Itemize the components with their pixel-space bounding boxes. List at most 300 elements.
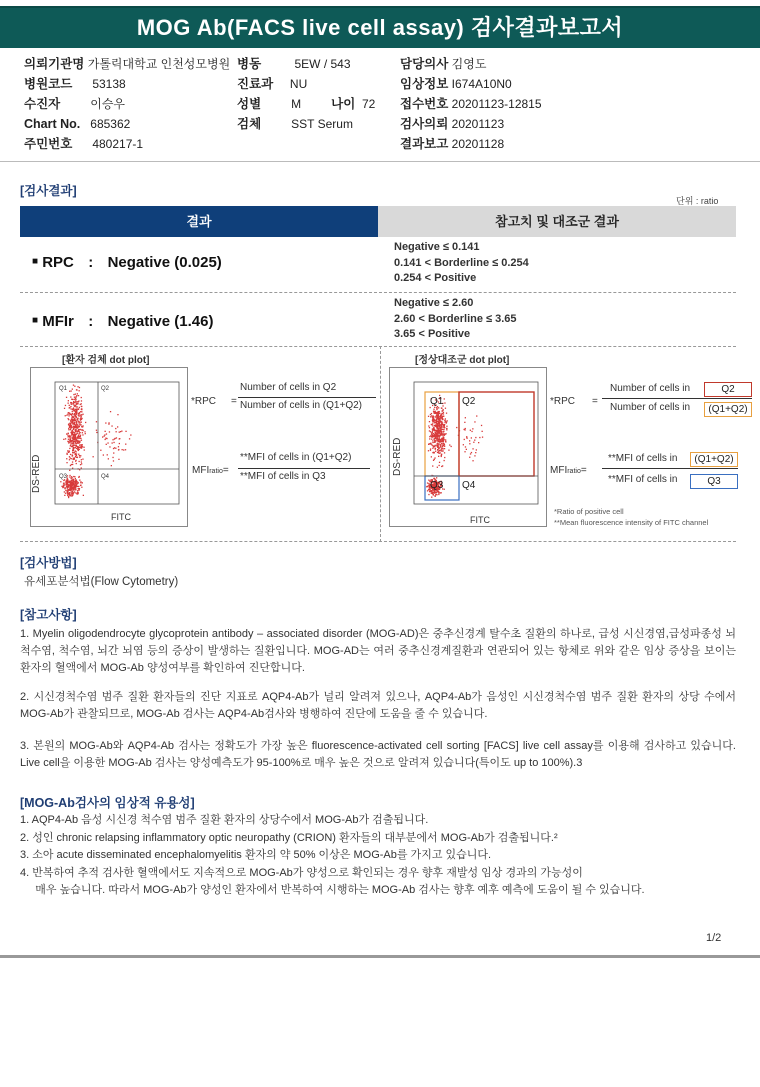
cell-event-dot — [75, 481, 76, 482]
cell-event-dot — [80, 464, 81, 465]
cell-event-dot — [441, 450, 442, 451]
mfi-formula-label: MFIratio= — [192, 465, 229, 476]
cell-event-dot — [471, 452, 472, 453]
cell-event-dot — [65, 487, 66, 488]
cell-event-dot — [125, 449, 126, 450]
cell-event-dot — [437, 432, 438, 433]
cell-event-dot — [80, 455, 81, 456]
mfi-formula-denominator: **MFI of cells in Q3 — [240, 471, 326, 482]
cell-event-dot — [441, 434, 442, 435]
cell-event-dot — [74, 420, 75, 421]
cell-event-dot — [431, 491, 432, 492]
clinical-item-4-cont: 매우 높습니다. 따라서 MOG-Ab가 양성인 환자에서 반복하여 시행하는 MOG-Ab 검사는 향후 예후 예측에 도움이 될 수 있습니다. — [20, 884, 645, 896]
cell-event-dot — [130, 434, 131, 435]
cell-event-dot — [443, 437, 444, 438]
cell-event-dot — [75, 394, 76, 395]
mfir-ref-negative: Negative ≤ 2.60 — [394, 297, 474, 309]
cell-event-dot — [470, 453, 471, 454]
cell-event-dot — [428, 494, 429, 495]
cell-event-dot — [78, 429, 79, 430]
cell-event-dot — [80, 485, 81, 486]
cell-event-dot — [84, 449, 85, 450]
cell-event-dot — [73, 423, 74, 424]
cell-event-dot — [441, 438, 442, 439]
cell-event-dot — [437, 421, 438, 422]
cell-event-dot — [70, 429, 71, 430]
clinical-item-3: 3. 소아 acute disseminated encephalomyelitis 환자의 약 50% 이상은 MOG-Ab를 가지고 있습니다. — [20, 849, 492, 861]
method-text: 유세포분석법(Flow Cytometry) — [24, 576, 179, 588]
cell-event-dot — [441, 441, 442, 442]
cell-event-dot — [443, 429, 444, 430]
cell-event-dot — [469, 440, 470, 441]
cell-event-dot — [67, 450, 68, 451]
report-title-bar — [0, 6, 760, 48]
cell-event-dot — [428, 416, 429, 417]
cell-event-dot — [72, 416, 73, 417]
cell-event-dot — [438, 494, 439, 495]
cell-event-dot — [118, 459, 119, 460]
cell-event-dot — [68, 418, 69, 419]
cell-event-dot — [106, 444, 107, 445]
clinical-item-4: 4. 반복하여 추적 검사한 혈액에서도 지속적으로 MOG-Ab가 양성으로 확인되는 경우 향후 재발성 임상 경과의 가능성이 — [20, 866, 583, 879]
cell-event-dot — [61, 486, 62, 487]
cell-event-dot — [69, 426, 70, 427]
value-clinical-info: I674A10N0 — [451, 77, 512, 91]
cell-event-dot — [77, 447, 78, 448]
plot-bottom-divider — [20, 541, 736, 542]
cell-event-dot — [76, 422, 77, 423]
cell-event-dot — [72, 491, 73, 492]
cell-event-dot — [68, 485, 69, 486]
cell-event-dot — [437, 425, 438, 426]
cell-event-dot — [79, 457, 80, 458]
cell-event-dot — [66, 397, 67, 398]
cell-event-dot — [82, 434, 83, 435]
cell-event-dot — [432, 419, 433, 420]
cell-event-dot — [81, 414, 82, 415]
cell-event-dot — [443, 416, 444, 417]
cell-event-dot — [74, 405, 75, 406]
cell-event-dot — [65, 405, 66, 406]
mfi-formula-numerator: **MFI of cells in (Q1+Q2) — [240, 452, 352, 463]
cell-event-dot — [71, 487, 72, 488]
cell-event-dot — [449, 444, 450, 445]
mfi-formula2-label: MFIratio= — [550, 465, 587, 476]
rpc-formula2-denominator: Number of cells in — [610, 402, 691, 413]
cell-event-dot — [437, 412, 438, 413]
rpc-formula2-label: *RPC — [550, 396, 576, 407]
cell-event-dot — [78, 454, 79, 455]
cell-event-dot — [441, 449, 442, 450]
cell-event-dot — [446, 429, 447, 430]
cell-event-dot — [79, 442, 80, 443]
rpc-formula2-numerator: Number of cells in — [610, 383, 691, 394]
cell-event-dot — [119, 432, 120, 433]
patient-x-axis: FITC — [111, 512, 131, 522]
rpc-q1q2-box: (Q1+Q2) — [704, 402, 752, 417]
cell-event-dot — [115, 438, 116, 439]
cell-event-dot — [68, 403, 69, 404]
cell-event-dot — [68, 415, 69, 416]
cell-event-dot — [72, 419, 73, 420]
value-age: 72 — [362, 97, 376, 111]
cell-event-dot — [439, 430, 440, 431]
cell-event-dot — [80, 411, 81, 412]
cell-event-dot — [77, 441, 78, 442]
clinical-list — [20, 812, 740, 900]
cell-event-dot — [433, 494, 434, 495]
cell-event-dot — [71, 481, 72, 482]
cell-event-dot — [76, 427, 77, 428]
cell-event-dot — [66, 481, 67, 482]
cell-event-dot — [81, 467, 82, 468]
cell-event-dot — [466, 436, 467, 437]
cell-event-dot — [108, 422, 109, 423]
label-ward: 병동 — [237, 57, 262, 71]
cell-event-dot — [79, 461, 80, 462]
cell-event-dot — [69, 391, 70, 392]
cell-event-dot — [67, 487, 68, 488]
cell-event-dot — [441, 423, 442, 424]
cell-event-dot — [67, 493, 68, 494]
cell-event-dot — [77, 386, 78, 387]
mfi2-sub: ratio — [567, 468, 581, 475]
cell-event-dot — [63, 485, 64, 486]
cell-event-dot — [70, 444, 71, 445]
cell-event-dot — [438, 443, 439, 444]
value-department: NU — [289, 77, 308, 91]
label-resident-no: 주민번호 — [24, 137, 73, 151]
cell-event-dot — [446, 428, 447, 429]
cell-event-dot — [77, 493, 78, 494]
label-clinical-info: 임상정보 — [400, 77, 449, 91]
row-divider — [20, 292, 736, 293]
label-department: 진료과 — [237, 77, 274, 91]
cell-event-dot — [82, 414, 83, 415]
cell-event-dot — [72, 452, 73, 453]
cell-event-dot — [64, 408, 65, 409]
cell-event-dot — [78, 408, 79, 409]
cell-event-dot — [74, 426, 75, 427]
cell-event-dot — [67, 495, 68, 496]
cell-event-dot — [81, 440, 82, 441]
cell-event-dot — [117, 414, 118, 415]
cell-event-dot — [72, 409, 73, 410]
cell-event-dot — [125, 444, 126, 445]
cell-event-dot — [443, 431, 444, 432]
cell-event-dot — [427, 490, 428, 491]
cell-event-dot — [73, 485, 74, 486]
cell-event-dot — [433, 411, 434, 412]
cell-event-dot — [77, 427, 78, 428]
cell-event-dot — [432, 430, 433, 431]
cell-event-dot — [433, 436, 434, 437]
cell-event-dot — [440, 452, 441, 453]
cell-event-dot — [82, 425, 83, 426]
cell-event-dot — [93, 456, 94, 457]
cell-event-dot — [70, 402, 71, 403]
cell-event-dot — [474, 421, 475, 422]
cell-event-dot — [75, 435, 76, 436]
cell-event-dot — [68, 442, 69, 443]
cell-event-dot — [442, 444, 443, 445]
cell-event-dot — [81, 409, 82, 410]
cell-event-dot — [469, 443, 470, 444]
cell-event-dot — [69, 407, 70, 408]
cell-event-dot — [439, 438, 440, 439]
cell-event-dot — [63, 483, 64, 484]
cell-event-dot — [115, 428, 116, 429]
cell-event-dot — [444, 425, 445, 426]
cell-event-dot — [435, 449, 436, 450]
rpc-formula-numerator: Number of cells in Q2 — [240, 382, 337, 393]
cell-event-dot — [482, 437, 483, 438]
cell-event-dot — [75, 483, 76, 484]
cell-event-dot — [440, 416, 441, 417]
rpc-formula-label: *RPC — [191, 396, 217, 407]
cell-event-dot — [83, 495, 84, 496]
control-dot-plot — [389, 367, 547, 527]
cell-event-dot — [437, 444, 438, 445]
cell-event-dot — [479, 437, 480, 438]
rpc-colon: : — [88, 254, 94, 271]
cell-event-dot — [72, 443, 73, 444]
cell-event-dot — [474, 440, 475, 441]
cell-event-dot — [81, 400, 82, 401]
cell-event-dot — [428, 443, 429, 444]
cell-event-dot — [66, 458, 67, 459]
cell-event-dot — [70, 403, 71, 404]
patient-q2-label: Q2 — [101, 386, 110, 392]
cell-event-dot — [433, 460, 434, 461]
cell-event-dot — [75, 424, 76, 425]
control-q1-label: Q1 — [430, 396, 444, 407]
cell-event-dot — [83, 447, 84, 448]
cell-event-dot — [69, 405, 70, 406]
cell-event-dot — [76, 457, 77, 458]
cell-event-dot — [434, 413, 435, 414]
cell-event-dot — [430, 407, 431, 408]
cell-event-dot — [440, 446, 441, 447]
cell-event-dot — [115, 448, 116, 449]
patient-q4-label: Q4 — [101, 474, 110, 480]
cell-event-dot — [435, 420, 436, 421]
label-sex: 성별 — [237, 97, 262, 111]
cell-event-dot — [119, 443, 120, 444]
cell-event-dot — [74, 445, 75, 446]
cell-event-dot — [75, 478, 76, 479]
row-divider — [20, 346, 736, 347]
cell-event-dot — [80, 436, 81, 437]
clinical-item-1: 1. AQP4-Ab 음성 시신경 척수염 범주 질환 환자의 상당수에서 MOG-Ab가 검출됩니다. — [20, 814, 429, 826]
cell-event-dot — [79, 407, 80, 408]
cell-event-dot — [442, 451, 443, 452]
cell-event-dot — [106, 438, 107, 439]
plot-divider — [380, 346, 381, 542]
cell-event-dot — [76, 451, 77, 452]
control-plot-title: [정상대조군 dot plot] — [415, 355, 510, 366]
cell-event-dot — [429, 491, 430, 492]
cell-event-dot — [441, 447, 442, 448]
cell-event-dot — [430, 448, 431, 449]
cell-event-dot — [432, 448, 433, 449]
cell-event-dot — [64, 484, 65, 485]
cell-event-dot — [81, 418, 82, 419]
cell-event-dot — [107, 454, 108, 455]
cell-event-dot — [79, 441, 80, 442]
cell-event-dot — [436, 425, 437, 426]
label-receipt-no: 접수번호 — [400, 97, 449, 111]
cell-event-dot — [69, 451, 70, 452]
cell-event-dot — [429, 436, 430, 437]
cell-event-dot — [436, 408, 437, 409]
mfi-label: MFI — [192, 465, 210, 476]
cell-event-dot — [71, 443, 72, 444]
cell-event-dot — [77, 403, 78, 404]
info-col2 — [237, 57, 375, 137]
cell-event-dot — [69, 456, 70, 457]
cell-event-dot — [73, 404, 74, 405]
cell-event-dot — [81, 422, 82, 423]
cell-event-dot — [64, 491, 65, 492]
cell-event-dot — [476, 449, 477, 450]
cell-event-dot — [433, 452, 434, 453]
cell-event-dot — [432, 417, 433, 418]
cell-event-dot — [445, 408, 446, 409]
cell-event-dot — [448, 450, 449, 451]
cell-event-dot — [73, 394, 74, 395]
cell-event-dot — [74, 437, 75, 438]
cell-event-dot — [441, 443, 442, 444]
cell-event-dot — [123, 449, 124, 450]
cell-event-dot — [70, 495, 71, 496]
cell-event-dot — [71, 496, 72, 497]
cell-event-dot — [72, 493, 73, 494]
cell-event-dot — [96, 421, 97, 422]
cell-event-dot — [473, 442, 474, 443]
cell-event-dot — [67, 492, 68, 493]
cell-event-dot — [443, 441, 444, 442]
cell-event-dot — [72, 455, 73, 456]
mfir-colon: : — [88, 313, 94, 330]
cell-event-dot — [430, 416, 431, 417]
cell-event-dot — [80, 438, 81, 439]
cell-event-dot — [72, 445, 73, 446]
value-request-date: 20201123 — [451, 117, 505, 131]
cell-event-dot — [436, 426, 437, 427]
cell-event-dot — [69, 475, 70, 476]
cell-event-dot — [430, 450, 431, 451]
note-3: 3. 본원의 MOG-Ab와 AQP4-Ab 검사는 정확도가 가장 높은 fluorescence-activated cell sorting [FACS] live cell assay를 이용해 검사하고 있습니다. Live cell을 이용한 MOG-Ab 검사는 양성예측도가 95-100%로 매우 높은 것으로 알려져 있습니다(특이도 up to 100%).3 — [20, 740, 736, 769]
cell-event-dot — [70, 414, 71, 415]
info-divider — [0, 161, 760, 162]
patient-dot-plot — [30, 367, 188, 527]
cell-event-dot — [444, 402, 445, 403]
rpc-fraction-bar2 — [602, 398, 752, 399]
cell-event-dot — [66, 433, 67, 434]
cell-event-dot — [472, 460, 473, 461]
cell-event-dot — [79, 429, 80, 430]
result-header: 결과 — [20, 206, 378, 237]
cell-event-dot — [471, 431, 472, 432]
cell-event-dot — [73, 480, 74, 481]
cell-event-dot — [435, 494, 436, 495]
rpc-ref-positive: 0.254 < Positive — [394, 272, 477, 284]
cell-event-dot — [69, 448, 70, 449]
cell-event-dot — [78, 430, 79, 431]
cell-event-dot — [76, 446, 77, 447]
cell-event-dot — [77, 440, 78, 441]
cell-event-dot — [72, 440, 73, 441]
cell-event-dot — [118, 449, 119, 450]
value-chart-no: 685362 — [90, 117, 131, 131]
cell-event-dot — [75, 429, 76, 430]
cell-event-dot — [441, 416, 442, 417]
footnote-rpc: *Ratio of positive cell — [554, 507, 624, 516]
cell-event-dot — [428, 450, 429, 451]
cell-event-dot — [78, 395, 79, 396]
cell-event-dot — [440, 444, 441, 445]
rpc-formula-denominator: Number of cells in (Q1+Q2) — [240, 400, 362, 411]
cell-event-dot — [435, 422, 436, 423]
value-sex: M — [291, 97, 302, 111]
cell-event-dot — [442, 435, 443, 436]
cell-event-dot — [129, 438, 130, 439]
cell-event-dot — [82, 482, 83, 483]
cell-event-dot — [432, 440, 433, 441]
mfir-row — [32, 313, 213, 330]
cell-event-dot — [66, 462, 67, 463]
mfir-name: MFIr — [42, 313, 74, 330]
cell-event-dot — [74, 399, 75, 400]
cell-event-dot — [445, 441, 446, 442]
cell-event-dot — [432, 465, 433, 466]
cell-event-dot — [76, 486, 77, 487]
cell-event-dot — [76, 417, 77, 418]
cell-event-dot — [112, 439, 113, 440]
cell-event-dot — [73, 476, 74, 477]
cell-event-dot — [116, 431, 117, 432]
value-patient: 이승우 — [90, 97, 126, 111]
control-q4-label: Q4 — [462, 480, 476, 491]
cell-event-dot — [433, 478, 434, 479]
cell-event-dot — [445, 418, 446, 419]
cell-event-dot — [429, 427, 430, 428]
cell-event-dot — [78, 477, 79, 478]
cell-event-dot — [73, 450, 74, 451]
cell-event-dot — [76, 410, 77, 411]
cell-event-dot — [73, 385, 74, 386]
cell-event-dot — [71, 430, 72, 431]
cell-event-dot — [478, 442, 479, 443]
label-doctor: 담당의사 — [400, 57, 449, 71]
cell-event-dot — [456, 427, 457, 428]
cell-event-dot — [100, 450, 101, 451]
cell-event-dot — [74, 491, 75, 492]
cell-event-dot — [80, 447, 81, 448]
cell-event-dot — [75, 444, 76, 445]
cell-event-dot — [438, 411, 439, 412]
mfi-sub: ratio — [209, 468, 223, 475]
cell-event-dot — [83, 430, 84, 431]
value-doctor: 김영도 — [451, 57, 487, 71]
cell-event-dot — [430, 443, 431, 444]
cell-event-dot — [119, 438, 120, 439]
cell-event-dot — [64, 495, 65, 496]
cell-event-dot — [69, 435, 70, 436]
cell-event-dot — [72, 461, 73, 462]
cell-event-dot — [78, 401, 79, 402]
